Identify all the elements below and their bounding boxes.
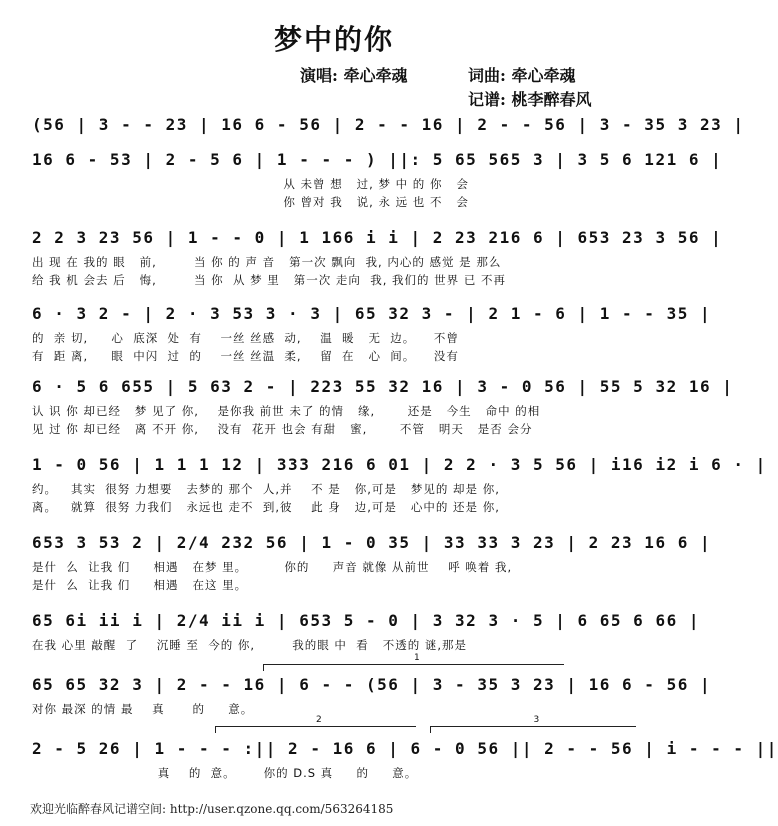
volta-bracket-1: 1	[263, 664, 564, 671]
notation-line: 1 - 0 56 | 1 1 1 12 | 333 216 6 01 | 2 2 · 3 5 56 | i16 i2 i 6 · |	[32, 455, 767, 474]
notation-line: 2 - 5 26 | 1 - - - :|| 2 - 16 6 | 6 - 0 56 || 2 - - 56 | i - - - ||	[32, 739, 778, 758]
footer-link: 欢迎光临醉春风记谱空间: http://user.qzone.qq.com/563264185	[30, 802, 394, 816]
lyric-line: 从 未曾 想 过, 梦 中 的 你 会	[32, 177, 469, 191]
notation-line: 653 3 53 2 | 2/4 232 56 | 1 - 0 35 | 33 33 3 23 | 2 23 16 6 |	[32, 533, 712, 552]
lyric-line: 见 过 你 却已经 离 不开 你, 没有 花开 也会 有甜 蜜, 不管 明天 是否 会分	[32, 422, 533, 436]
notation-line: 65 65 32 3 | 2 - - 16 | 6 - - (56 | 3 - 35 3 23 | 16 6 - 56 |	[32, 675, 712, 694]
lyric-line: 你 曾对 我 说, 永 远 也 不 会	[32, 195, 469, 209]
lyric-line: 有 距 离, 眼 中闪 过 的 一丝 丝温 柔, 留 在 心 间。 没有	[32, 349, 459, 363]
lyric-line: 是什 么 让我 们 相遇 在梦 里。 你的 声音 就像 从前世 呼 唤着 我,	[32, 560, 513, 574]
lyric-line: 约。 其实 很努 力想要 去梦的 那个 人,并 不 是 你,可是 梦见的 却是 你,	[32, 482, 500, 496]
notation-line: 6 · 3 2 - | 2 · 3 53 3 · 3 | 65 32 3 - | 2 1 - 6 | 1 - - 35 |	[32, 304, 712, 323]
notation-line: 16 6 - 53 | 2 - 5 6 | 1 - - - ) ||: 5 65 565 3 | 3 5 6 121 6 |	[32, 150, 723, 169]
lyric-line: 离。 就算 很努 力我们 永远也 走不 到,彼 此 身 边,可是 心中的 还是 你,	[32, 500, 500, 514]
lyric-line: 出 现 在 我的 眼 前, 当 你 的 声 音 第一次 飘向 我, 内心的 感觉 是 那么	[32, 255, 502, 269]
transcriber-credit: 记谱: 桃李醉春风	[468, 90, 592, 109]
notation-line: 65 6i ii i | 2/4 ii i | 653 5 - 0 | 3 32 3 · 5 | 6 65 6 66 |	[32, 611, 700, 630]
lyric-line: 的 亲 切, 心 底深 处 有 一丝 丝感 动, 温 暖 无 边。 不曾	[32, 331, 459, 345]
lyric-line: 给 我 机 会去 后 悔, 当 你 从 梦 里 第一次 走向 我, 我们的 世界 已 不再	[32, 273, 506, 287]
volta-bracket-2: 2	[215, 726, 416, 733]
lyric-line: 是什 么 让我 们 相遇 在这 里。	[32, 578, 248, 592]
song-title: 梦中的你	[273, 23, 394, 56]
notation-line: 2 2 3 23 56 | 1 - - 0 | 1 166 i i | 2 23 216 6 | 653 23 3 56 |	[32, 228, 723, 247]
lyric-line: 对你 最深 的情 最 真 的 意。	[32, 702, 254, 716]
lyric-line: 真 的 意。 你的 D.S 真 的 意。	[32, 766, 418, 780]
notation-line: 6 · 5 6 655 | 5 63 2 - | 223 55 32 16 | 3 - 0 56 | 55 5 32 16 |	[32, 377, 734, 396]
lyric-line: 认 识 你 却已经 梦 见了 你, 是你我 前世 未了 的情 缘, 还是 今生 命中 的相	[32, 404, 541, 418]
notation-line: (56 | 3 - - 23 | 16 6 - 56 | 2 - - 16 | 2 - - 56 | 3 - 35 3 23 |	[32, 115, 745, 134]
lyric-line: 在我 心里 敲醒 了 沉睡 至 今的 你, 我的眼 中 看 不透的 谜,那是	[32, 638, 468, 652]
composer-credit: 词曲: 牵心牵魂	[468, 66, 576, 85]
volta-bracket-3: 3	[430, 726, 636, 733]
singer-credit: 演唱: 牵心牵魂	[300, 66, 408, 85]
